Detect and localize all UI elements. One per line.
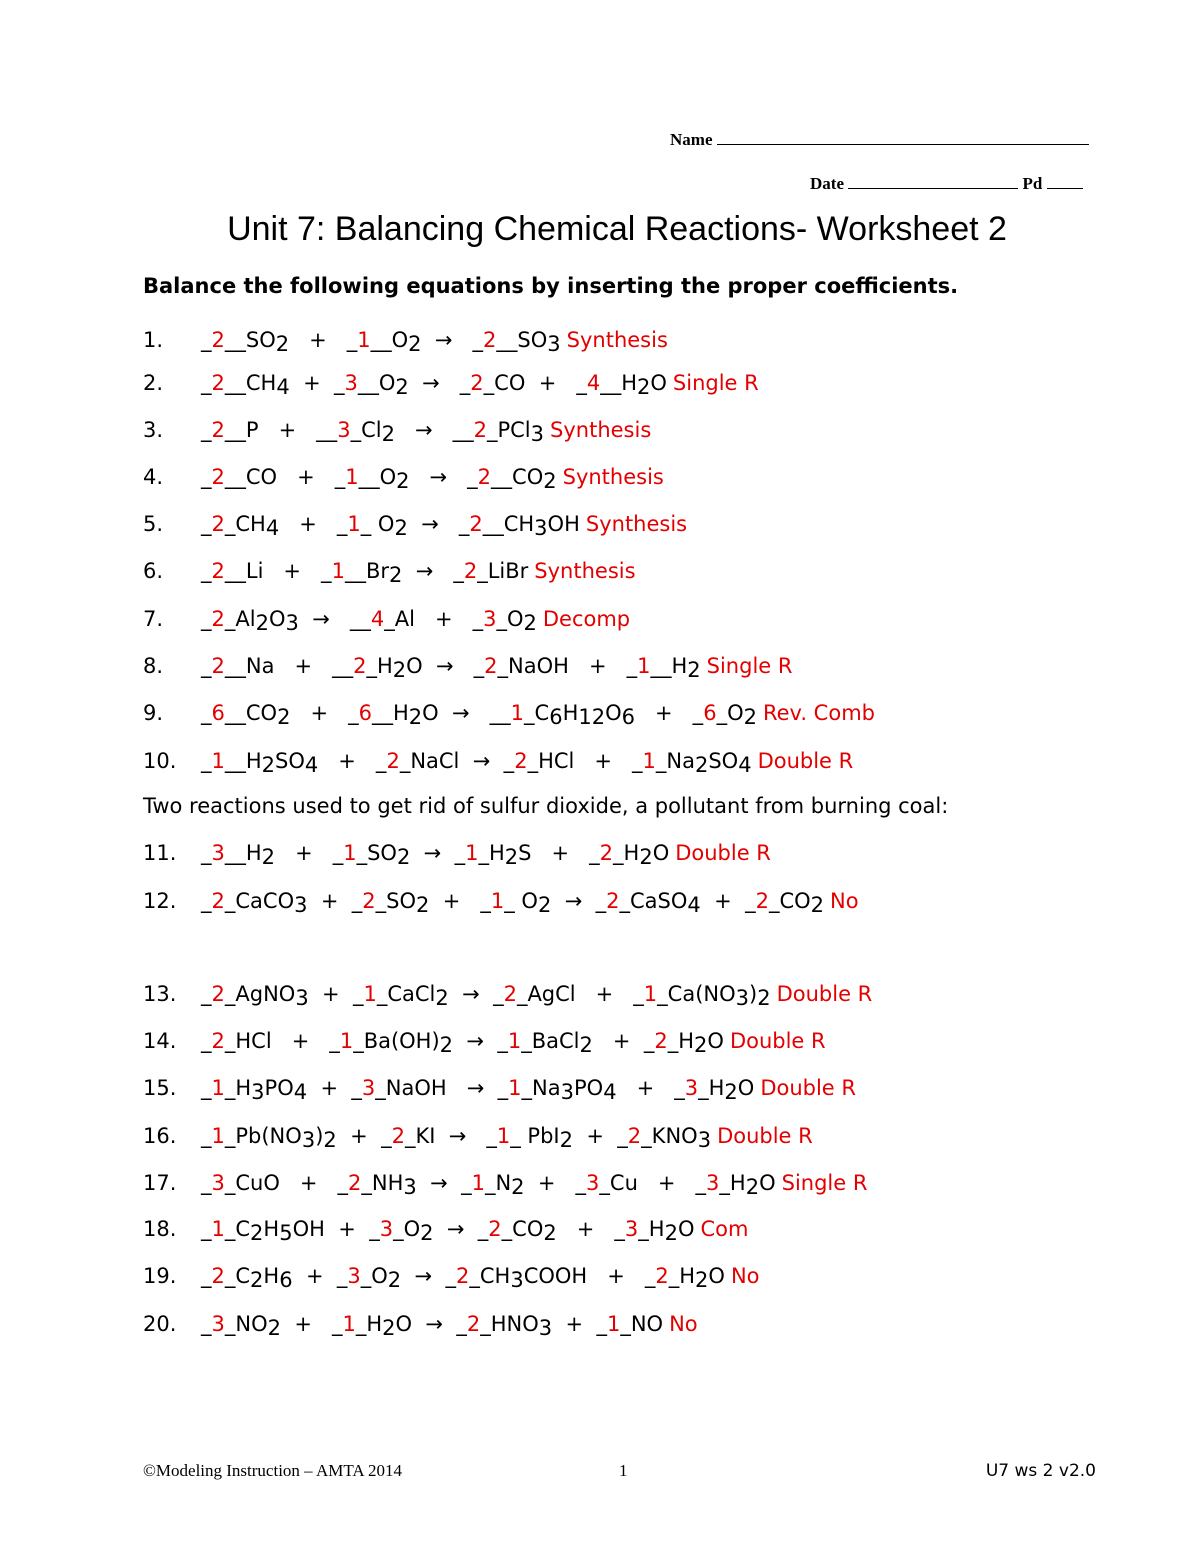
equation-row	[143, 746, 853, 776]
equation-body: _2__Na + $\_\_2\_H_2O$ → _2_NaOH + $\_1\_\_H_2$	[201, 654, 701, 682]
reaction-type: Double R	[717, 1124, 813, 1148]
equation-row	[143, 1121, 813, 1151]
equation-row	[143, 1168, 867, 1198]
equation-number: 12.	[143, 889, 177, 913]
name-line	[670, 128, 1089, 150]
equation-row	[143, 556, 636, 586]
equation-number: 14.	[143, 1029, 177, 1053]
footer-version: U7 ws 2 v2.0	[985, 1461, 1096, 1481]
equation-number: 10.	[143, 749, 177, 773]
equation-body: $\_2\_Al_2O_3$ → __4_Al + $\_3\_O_2$	[201, 607, 537, 635]
equation-number: 6.	[143, 559, 164, 583]
equation-body: $\_2\_CH_4$ + _1_ $O_2$ → $\_2\_\_CH_3OH$	[201, 512, 580, 540]
equation-number: 18.	[143, 1217, 177, 1241]
equation-number: 9.	[143, 701, 164, 725]
reaction-type: Double R	[776, 982, 873, 1006]
date-label: Date	[810, 174, 844, 193]
name-blank[interactable]	[717, 128, 1089, 145]
reaction-type: Synthesis	[566, 328, 668, 352]
equation-body: $\_1\_Pb(NO_3)_2$ + _2_KI → _1_ $PbI_2 + \_2\_KNO_3$	[201, 1124, 712, 1152]
equation-number: 7.	[143, 607, 164, 631]
equation-row	[143, 462, 664, 492]
equation-row	[143, 1261, 760, 1291]
name-label: Name	[670, 130, 713, 149]
equation-number: 13.	[143, 982, 177, 1006]
equation-row	[143, 509, 687, 539]
equation-row	[143, 1026, 826, 1056]
reaction-type: Com	[700, 1217, 749, 1241]
equation-number: 19.	[143, 1264, 177, 1288]
equation-body: $\_3\_\_H_2$ + $\_1\_SO_2$ → $\_1\_H_2S$ + $\_2\_H_2O$	[201, 841, 670, 869]
equation-number: 11.	[143, 841, 177, 865]
equation-row	[143, 1309, 698, 1339]
page-number: 1	[619, 1461, 628, 1480]
equation-number: 17.	[143, 1171, 177, 1195]
equation-body: $\_1\_H_3PO_4$ + _3_NaOH → $\_1\_Na_3PO_4$ + $\_3\_H_2O$	[201, 1076, 755, 1104]
page-title: Unit 7: Balancing Chemical Reactions- Worksheet 2	[227, 210, 1007, 248]
section-note: Two reactions used to get rid of sulfur dioxide, a pollutant from burning coal:	[143, 794, 949, 818]
equation-body: _2__CO + $\_1\_\_O_2$ → $\_2\_\_CO_2$	[201, 465, 557, 493]
equation-body: _2_CaCO$_3$ + $\_2\_SO_2$ + _1_ $O_2$ → _2_CaSO$_4$ + $\_2\_CO_2$	[201, 889, 825, 917]
equation-number: 5.	[143, 512, 164, 536]
equation-number: 1.	[143, 328, 164, 352]
equation-body: $\_1\_\_H_2SO_4$ + _2_NaCl → _2_HCl + $\_1\_Na_2SO_4$	[201, 749, 752, 777]
reaction-type: Single R	[781, 1171, 868, 1195]
equation-row	[143, 1073, 856, 1103]
reaction-type: Single R	[706, 654, 793, 678]
reaction-type: No	[669, 1312, 698, 1336]
equation-body: _3_CuO + $\_2\_NH_3$ → $\_1\_N_2$ + _3_Cu + $\_3\_H_2O$	[201, 1171, 776, 1199]
reaction-type: Synthesis	[550, 418, 652, 442]
equation-body: _2__P + $\_\_3\_Cl_2$ → __2_PCl$_3$	[201, 418, 545, 446]
date-line	[810, 172, 1083, 194]
equation-number: 4.	[143, 465, 164, 489]
equation-row	[143, 651, 792, 681]
equation-row	[143, 415, 651, 445]
reaction-type: No	[830, 889, 859, 913]
equation-number: 15.	[143, 1076, 177, 1100]
equation-number: 3.	[143, 418, 164, 442]
equation-number: 2.	[143, 371, 164, 395]
pd-label: Pd	[1022, 174, 1043, 193]
equation-row	[143, 604, 630, 634]
equation-row	[143, 886, 859, 916]
equation-body: $\_2\_C_2H_6$ + $\_3\_O_2$ → $\_2\_CH_3COOH$ + $\_2\_H_2O$	[201, 1264, 725, 1292]
equation-body: $\_2\_\_SO_2$ + $\_1\_\_O_2$ → $\_2\_\_SO_3$	[201, 328, 561, 356]
reaction-type: Single R	[672, 371, 759, 395]
pd-blank[interactable]	[1047, 172, 1083, 189]
equation-row	[143, 325, 668, 355]
equation-row	[143, 368, 759, 398]
equation-body: _2_HCl + $\_1\_Ba(OH)_2$ → _1_BaCl$_2$ + $\_2\_H_2O$	[201, 1029, 724, 1057]
equation-number: 8.	[143, 654, 164, 678]
reaction-type: Decomp	[542, 607, 631, 631]
reaction-type: Double R	[757, 749, 854, 773]
reaction-type: Double R	[675, 841, 771, 865]
equation-body: $\_3\_NO_2$ + $\_1\_H_2O$ → $\_2\_HNO_3$ + _1_NO	[201, 1312, 664, 1340]
footer-copyright: ©Modeling Instruction – AMTA 2014	[143, 1461, 402, 1480]
equation-body: $\_1\_C_2H_5OH$ + $\_3\_O_2$ → $\_2\_CO_2$ + $\_3\_H_2O$	[201, 1217, 695, 1245]
reaction-type: Synthesis	[534, 559, 636, 583]
equation-body: $\_2\_\_CH_4$ + $\_3\_\_O_2$ → _2_CO + $\_4\_\_H_2O$	[201, 371, 667, 399]
equation-number: 16.	[143, 1124, 177, 1148]
equation-row	[143, 698, 875, 728]
reaction-type: No	[730, 1264, 760, 1288]
equation-body: _2_AgNO$_3$ + _1_CaCl$_2$ → _2_AgCl + $\_1\_Ca(NO_3)_2$	[201, 982, 771, 1010]
equation-number: 20.	[143, 1312, 177, 1336]
equation-body: $\_6\_\_CO_2$ + $\_6\_\_H_2O$ → $\_\_1\_C_6H_{12}O_6$ + $\_6\_O_2$	[201, 701, 757, 729]
instructions: Balance the following equations by inserting the proper coefficients.	[143, 274, 959, 298]
equation-row	[143, 838, 771, 868]
reaction-type: Rev. Comb	[762, 701, 875, 725]
equation-row	[143, 1214, 748, 1244]
reaction-type: Synthesis	[585, 512, 688, 536]
date-blank[interactable]	[848, 172, 1018, 189]
reaction-type: Double R	[760, 1076, 856, 1100]
equation-body: _2__Li + $\_1\_\_Br_2$ → _2_LiBr	[201, 559, 529, 587]
equation-row	[143, 979, 872, 1009]
reaction-type: Double R	[729, 1029, 826, 1053]
reaction-type: Synthesis	[562, 465, 664, 489]
